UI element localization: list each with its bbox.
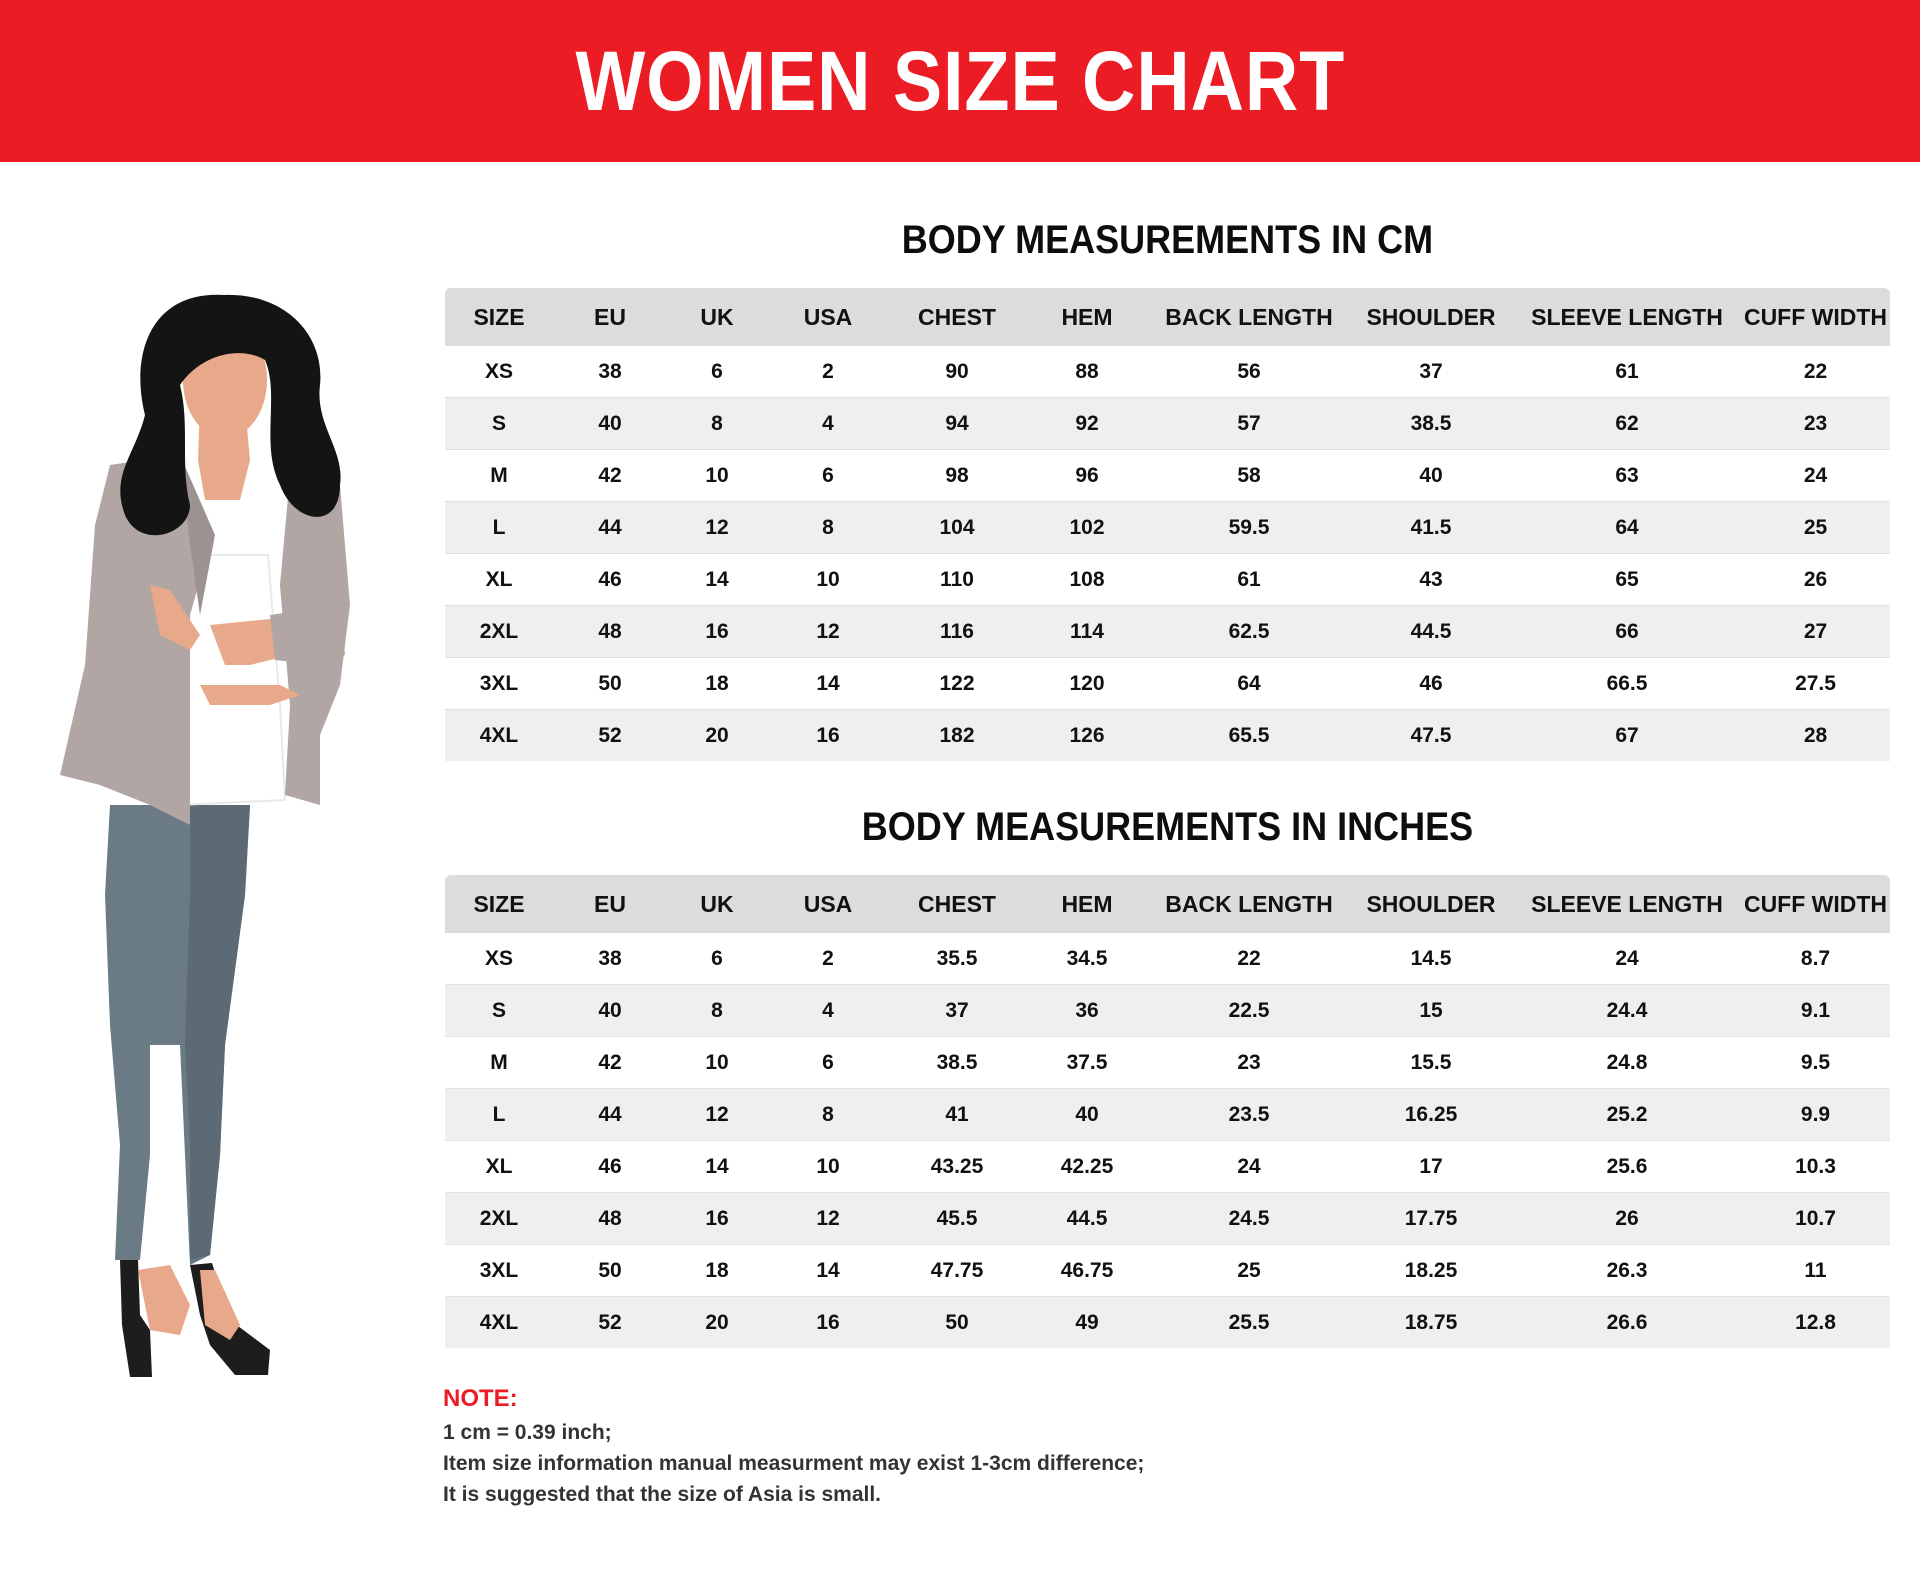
measurement-cell: 59.5 <box>1149 502 1349 554</box>
measurement-cell: 26 <box>1741 554 1890 606</box>
measurement-cell: 98 <box>889 450 1025 502</box>
measurement-cell: 88 <box>1025 346 1149 398</box>
column-header: HEM <box>1025 288 1149 346</box>
measurement-cell: 28 <box>1741 710 1890 762</box>
measurement-cell: 64 <box>1149 658 1349 710</box>
measurement-cell: 43 <box>1349 554 1513 606</box>
measurement-cell: 12 <box>667 502 767 554</box>
measurement-cell: 6 <box>667 933 767 985</box>
table-row <box>445 1141 1890 1193</box>
table-row <box>445 933 1890 985</box>
measurement-cell: 48 <box>553 606 667 658</box>
measurement-cell: 34.5 <box>1025 933 1149 985</box>
measurement-cell: 46.75 <box>1025 1245 1149 1297</box>
table-row <box>445 450 1890 502</box>
measurement-cell: 44.5 <box>1025 1193 1149 1245</box>
measurement-cell: 24.4 <box>1513 985 1741 1037</box>
column-header: CUFF WIDTH <box>1741 875 1890 933</box>
measurement-cell: 14 <box>667 554 767 606</box>
table-row <box>445 1193 1890 1245</box>
woman-figure-illustration <box>40 285 380 1395</box>
measurement-cell: 27.5 <box>1741 658 1890 710</box>
measurement-cell: 40 <box>553 398 667 450</box>
cm-size-table <box>445 288 1890 761</box>
table-row <box>445 658 1890 710</box>
measurement-cell: 63 <box>1513 450 1741 502</box>
measurement-cell: 50 <box>553 1245 667 1297</box>
column-header: SLEEVE LENGTH <box>1513 288 1741 346</box>
measurement-cell: 57 <box>1149 398 1349 450</box>
size-cell: 3XL <box>445 1245 553 1297</box>
cm-table-header <box>445 288 1890 346</box>
measurement-cell: 44 <box>553 502 667 554</box>
measurement-cell: 14 <box>767 1245 889 1297</box>
measurement-cell: 40 <box>1025 1089 1149 1141</box>
size-cell: 3XL <box>445 658 553 710</box>
note-line: 1 cm = 0.39 inch; <box>443 1421 612 1444</box>
measurement-cell: 12 <box>667 1089 767 1141</box>
note-title: NOTE: <box>443 1385 518 1412</box>
table-row <box>445 1037 1890 1089</box>
measurement-cell: 10.3 <box>1741 1141 1890 1193</box>
measurement-cell: 26.3 <box>1513 1245 1741 1297</box>
measurement-cell: 66.5 <box>1513 658 1741 710</box>
measurement-cell: 41 <box>889 1089 1025 1141</box>
measurement-cell: 9.1 <box>1741 985 1890 1037</box>
size-cell: S <box>445 985 553 1037</box>
measurement-cell: 65 <box>1513 554 1741 606</box>
table-row <box>445 554 1890 606</box>
measurement-cell: 25.6 <box>1513 1141 1741 1193</box>
measurement-cell: 9.9 <box>1741 1089 1890 1141</box>
cm-table-body <box>445 346 1890 761</box>
size-cell: XL <box>445 1141 553 1193</box>
measurement-cell: 17 <box>1349 1141 1513 1193</box>
size-cell: 2XL <box>445 1193 553 1245</box>
measurement-cell: 62.5 <box>1149 606 1349 658</box>
measurement-cell: 52 <box>553 1297 667 1349</box>
measurement-cell: 56 <box>1149 346 1349 398</box>
measurement-cell: 20 <box>667 1297 767 1349</box>
measurement-cell: 49 <box>1025 1297 1149 1349</box>
measurement-cell: 90 <box>889 346 1025 398</box>
measurement-cell: 50 <box>553 658 667 710</box>
column-header: USA <box>767 875 889 933</box>
size-cell: 2XL <box>445 606 553 658</box>
measurement-cell: 61 <box>1513 346 1741 398</box>
note-line: Item size information manual measurment may exist 1-3cm difference; <box>443 1452 1145 1475</box>
measurement-cell: 8 <box>767 1089 889 1141</box>
table-row <box>445 398 1890 450</box>
measurement-cell: 23 <box>1149 1037 1349 1089</box>
measurement-cell: 36 <box>1025 985 1149 1037</box>
measurement-cell: 6 <box>667 346 767 398</box>
measurement-cell: 35.5 <box>889 933 1025 985</box>
inch-table-header <box>445 875 1890 933</box>
size-cell: XS <box>445 346 553 398</box>
size-cell: S <box>445 398 553 450</box>
measurement-cell: 12 <box>767 606 889 658</box>
table-row <box>445 346 1890 398</box>
measurement-cell: 42 <box>553 1037 667 1089</box>
measurement-cell: 18 <box>667 658 767 710</box>
measurement-cell: 64 <box>1513 502 1741 554</box>
measurement-cell: 182 <box>889 710 1025 762</box>
measurement-cell: 8.7 <box>1741 933 1890 985</box>
measurement-cell: 18.25 <box>1349 1245 1513 1297</box>
measurement-cell: 6 <box>767 1037 889 1089</box>
measurement-cell: 61 <box>1149 554 1349 606</box>
measurement-cell: 52 <box>553 710 667 762</box>
measurement-cell: 10 <box>767 554 889 606</box>
size-cell: M <box>445 450 553 502</box>
column-header: UK <box>667 288 767 346</box>
table-row <box>445 1089 1890 1141</box>
measurement-cell: 116 <box>889 606 1025 658</box>
measurement-cell: 16 <box>667 1193 767 1245</box>
table-row <box>445 502 1890 554</box>
measurement-cell: 46 <box>553 554 667 606</box>
measurement-cell: 12.8 <box>1741 1297 1890 1349</box>
measurement-cell: 4 <box>767 985 889 1037</box>
table-row <box>445 710 1890 762</box>
measurement-cell: 10 <box>767 1141 889 1193</box>
measurement-cell: 38.5 <box>889 1037 1025 1089</box>
measurement-cell: 9.5 <box>1741 1037 1890 1089</box>
measurement-cell: 10 <box>667 1037 767 1089</box>
measurement-cell: 24.8 <box>1513 1037 1741 1089</box>
measurement-cell: 66 <box>1513 606 1741 658</box>
measurement-cell: 37 <box>889 985 1025 1037</box>
page-title: WOMEN SIZE CHART <box>575 33 1345 128</box>
measurement-cell: 38 <box>553 933 667 985</box>
column-header: HEM <box>1025 875 1149 933</box>
measurement-cell: 42.25 <box>1025 1141 1149 1193</box>
measurement-cell: 25.5 <box>1149 1297 1349 1349</box>
size-cell: 4XL <box>445 710 553 762</box>
measurement-cell: 26 <box>1513 1193 1741 1245</box>
measurement-cell: 8 <box>767 502 889 554</box>
column-header: SHOULDER <box>1349 288 1513 346</box>
column-header: BACK LENGTH <box>1149 875 1349 933</box>
measurement-cell: 25 <box>1741 502 1890 554</box>
measurement-cell: 24.5 <box>1149 1193 1349 1245</box>
measurement-cell: 16 <box>767 710 889 762</box>
table-row <box>445 985 1890 1037</box>
size-cell: L <box>445 1089 553 1141</box>
header-banner <box>0 0 1920 162</box>
measurement-cell: 37.5 <box>1025 1037 1149 1089</box>
column-header: SLEEVE LENGTH <box>1513 875 1741 933</box>
measurement-cell: 38.5 <box>1349 398 1513 450</box>
measurement-cell: 47.5 <box>1349 710 1513 762</box>
measurement-cell: 8 <box>667 398 767 450</box>
table-row <box>445 1245 1890 1297</box>
measurement-cell: 96 <box>1025 450 1149 502</box>
measurement-cell: 10 <box>667 450 767 502</box>
column-header: SIZE <box>445 288 553 346</box>
measurement-cell: 41.5 <box>1349 502 1513 554</box>
measurement-cell: 102 <box>1025 502 1149 554</box>
measurement-cell: 16 <box>767 1297 889 1349</box>
measurement-cell: 110 <box>889 554 1025 606</box>
column-header: EU <box>553 875 667 933</box>
note-section <box>443 1385 1443 1510</box>
measurement-cell: 2 <box>767 933 889 985</box>
column-header: SHOULDER <box>1349 875 1513 933</box>
measurement-cell: 18 <box>667 1245 767 1297</box>
measurement-cell: 104 <box>889 502 1025 554</box>
measurement-cell: 27 <box>1741 606 1890 658</box>
measurement-cell: 65.5 <box>1149 710 1349 762</box>
column-header: EU <box>553 288 667 346</box>
measurement-cell: 24 <box>1741 450 1890 502</box>
measurement-cell: 126 <box>1025 710 1149 762</box>
measurement-cell: 44 <box>553 1089 667 1141</box>
measurement-cell: 114 <box>1025 606 1149 658</box>
measurement-cell: 18.75 <box>1349 1297 1513 1349</box>
measurement-cell: 22 <box>1149 933 1349 985</box>
measurement-cell: 47.75 <box>889 1245 1025 1297</box>
measurement-cell: 43.25 <box>889 1141 1025 1193</box>
measurement-cell: 10.7 <box>1741 1193 1890 1245</box>
column-header: USA <box>767 288 889 346</box>
size-cell: M <box>445 1037 553 1089</box>
measurement-cell: 45.5 <box>889 1193 1025 1245</box>
measurement-cell: 50 <box>889 1297 1025 1349</box>
inch-table-title: BODY MEASUREMENTS IN INCHES <box>861 805 1474 849</box>
measurement-cell: 42 <box>553 450 667 502</box>
measurement-cell: 46 <box>553 1141 667 1193</box>
measurement-cell: 108 <box>1025 554 1149 606</box>
measurement-cell: 40 <box>1349 450 1513 502</box>
measurement-cell: 58 <box>1149 450 1349 502</box>
measurement-cell: 94 <box>889 398 1025 450</box>
size-cell: XS <box>445 933 553 985</box>
measurement-cell: 14 <box>667 1141 767 1193</box>
measurement-cell: 44.5 <box>1349 606 1513 658</box>
measurement-cell: 25 <box>1149 1245 1349 1297</box>
size-cell: XL <box>445 554 553 606</box>
measurement-cell: 46 <box>1349 658 1513 710</box>
measurement-cell: 37 <box>1349 346 1513 398</box>
measurement-cell: 25.2 <box>1513 1089 1741 1141</box>
measurement-cell: 14 <box>767 658 889 710</box>
measurement-cell: 48 <box>553 1193 667 1245</box>
measurement-cell: 16.25 <box>1349 1089 1513 1141</box>
measurement-cell: 62 <box>1513 398 1741 450</box>
measurement-cell: 2 <box>767 346 889 398</box>
column-header: CHEST <box>889 288 1025 346</box>
table-row <box>445 606 1890 658</box>
measurement-cell: 67 <box>1513 710 1741 762</box>
measurement-cell: 23 <box>1741 398 1890 450</box>
column-header: CUFF WIDTH <box>1741 288 1890 346</box>
measurement-cell: 40 <box>553 985 667 1037</box>
measurement-cell: 4 <box>767 398 889 450</box>
measurement-cell: 23.5 <box>1149 1089 1349 1141</box>
note-line: It is suggested that the size of Asia is small. <box>443 1483 882 1506</box>
measurement-cell: 14.5 <box>1349 933 1513 985</box>
table-row <box>445 1297 1890 1349</box>
measurement-cell: 11 <box>1741 1245 1890 1297</box>
measurement-cell: 12 <box>767 1193 889 1245</box>
inch-size-table <box>445 875 1890 1348</box>
measurement-cell: 122 <box>889 658 1025 710</box>
measurement-cell: 6 <box>767 450 889 502</box>
measurement-cell: 15 <box>1349 985 1513 1037</box>
size-cell: L <box>445 502 553 554</box>
measurement-cell: 8 <box>667 985 767 1037</box>
measurement-cell: 92 <box>1025 398 1149 450</box>
measurement-cell: 22.5 <box>1149 985 1349 1037</box>
column-header: BACK LENGTH <box>1149 288 1349 346</box>
measurement-cell: 22 <box>1741 346 1890 398</box>
measurement-cell: 24 <box>1149 1141 1349 1193</box>
column-header: SIZE <box>445 875 553 933</box>
measurement-cell: 15.5 <box>1349 1037 1513 1089</box>
inch-table-body <box>445 933 1890 1348</box>
measurement-cell: 20 <box>667 710 767 762</box>
column-header: CHEST <box>889 875 1025 933</box>
size-cell: 4XL <box>445 1297 553 1349</box>
cm-table-title: BODY MEASUREMENTS IN CM <box>901 218 1434 262</box>
column-header: UK <box>667 875 767 933</box>
measurement-cell: 16 <box>667 606 767 658</box>
measurement-cell: 26.6 <box>1513 1297 1741 1349</box>
measurement-cell: 24 <box>1513 933 1741 985</box>
measurement-cell: 120 <box>1025 658 1149 710</box>
measurement-cell: 38 <box>553 346 667 398</box>
measurement-cell: 17.75 <box>1349 1193 1513 1245</box>
